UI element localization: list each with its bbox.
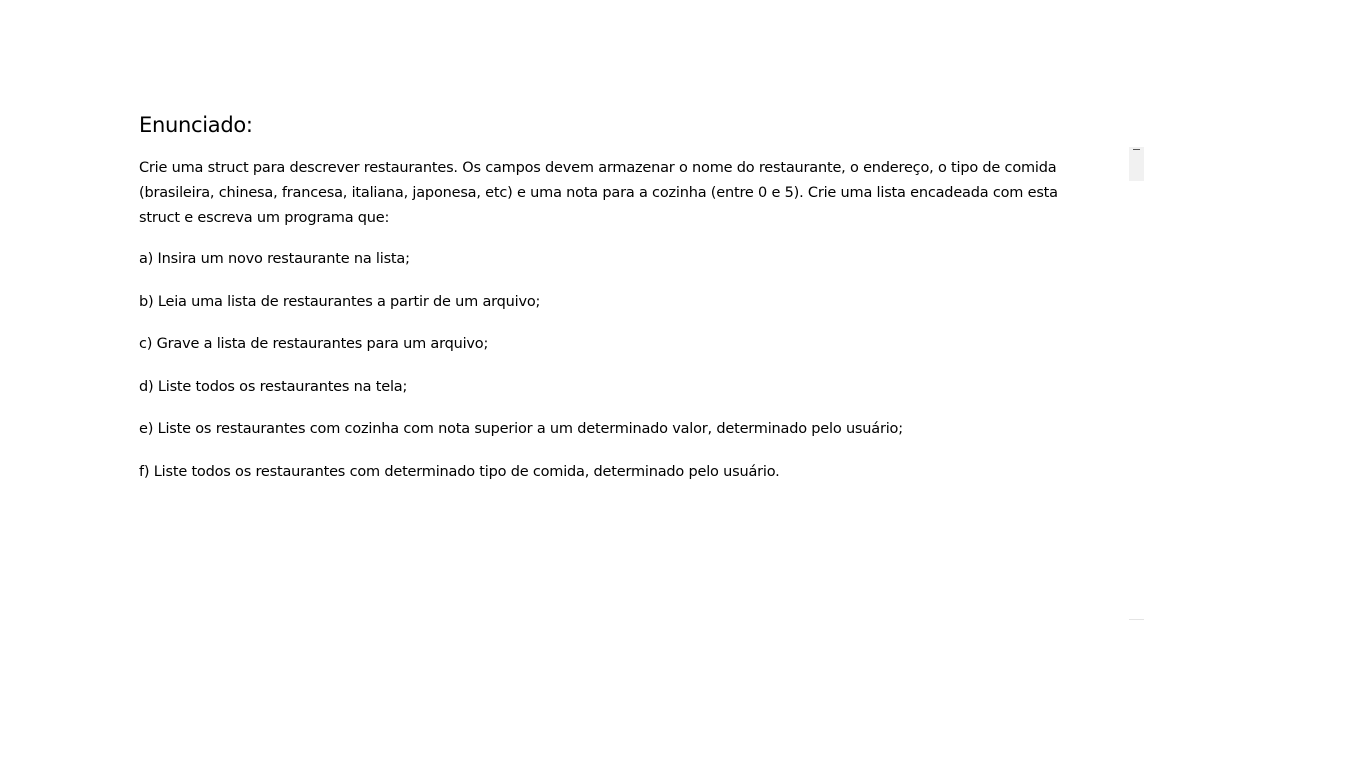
requirements-list — [139, 247, 1089, 485]
vertical-scrollbar[interactable] — [1129, 147, 1144, 620]
list-item: c) Grave a lista de restaurantes para um arquivo; — [139, 336, 489, 352]
list-item: e) Liste os restaurantes com cozinha com nota superior a um determinado valor, determinado pelo usuário; — [139, 421, 903, 437]
list-item: d) Liste todos os restaurantes na tela; — [139, 378, 408, 395]
list-item: f) Liste todos os restaurantes com determinado tipo de comida, determinado pelo usuário. — [139, 463, 780, 480]
list-item: b) Leia uma lista de restaurantes a partir de um arquivo; — [139, 293, 541, 310]
scrollbar-grip-icon — [1133, 149, 1140, 150]
document-content — [139, 108, 1089, 502]
document-heading: Enunciado: — [139, 113, 253, 137]
scrollbar-thumb[interactable] — [1129, 147, 1144, 181]
scrollbar-end — [1129, 619, 1144, 620]
list-item: a) Insira um novo restaurante na lista; — [139, 251, 410, 267]
intro-paragraph: Crie uma struct para descrever restaurantes. Os campos devem armazenar o nome do restaurante, o endereço, o tipo de comida (brasileira, chinesa, francesa, italiana, japonesa, etc) e uma nota para a cozinha (entre 0 e 5). Crie uma lista encadeada com esta struct e escreva um programa que: — [139, 160, 1058, 226]
